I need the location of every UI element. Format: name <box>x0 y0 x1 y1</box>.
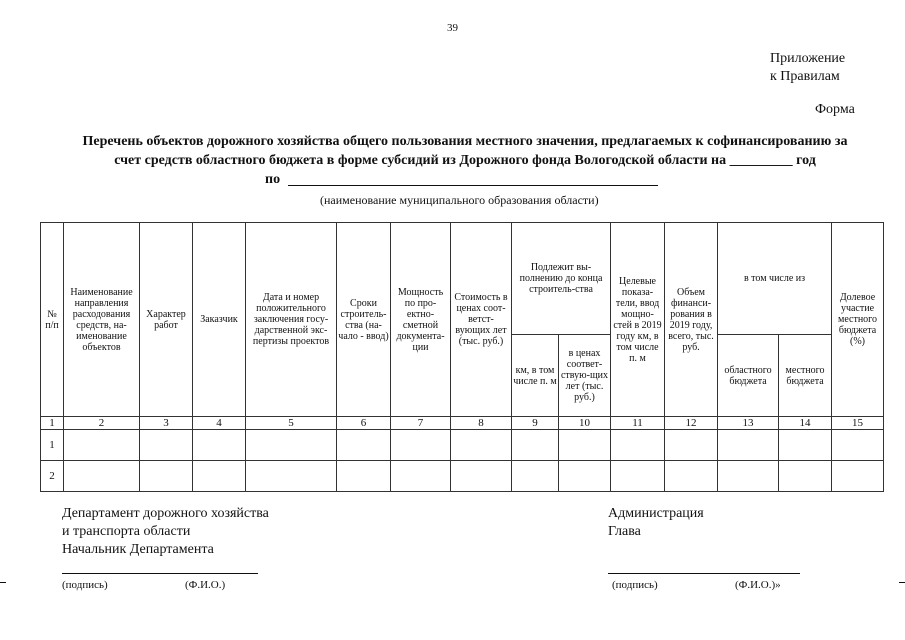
column-number: 2 <box>64 417 140 430</box>
right-position: Глава <box>608 524 641 539</box>
header-cost: Стоимость в ценах соот-ветст-вующих лет (тыс. руб.) <box>451 223 512 417</box>
title-line-2: счет средств областного бюджета в форме субсидий из Дорожного фонда Вологодской области на _________ год <box>114 153 816 168</box>
left-position: Начальник Департамента <box>62 542 214 557</box>
header-share: Долевое участие местного бюджета (%) <box>832 223 884 417</box>
header-capacity: Мощность по про-ектно-сметной документа-ции <box>391 223 451 417</box>
left-org-line-1: Департамент дорожного хозяйства <box>62 506 269 521</box>
left-org-line-2: и транспорта области <box>62 524 191 539</box>
municipality-blank-line <box>288 185 658 186</box>
header-expertise: Дата и номер положительного заключения госу-дарственной экс-пертизы проектов <box>246 223 337 417</box>
column-number: 7 <box>391 417 451 430</box>
header-prices: в ценах соответ-ствую-щих лет (тыс. руб.) <box>559 335 611 417</box>
right-org: Администрация <box>608 506 704 521</box>
municipality-note: (наименование муниципального образования области) <box>320 193 599 207</box>
table-row <box>41 430 884 461</box>
margin-mark-right <box>899 582 905 583</box>
left-sign-caption: (подпись) <box>62 579 108 591</box>
column-number: 8 <box>451 417 512 430</box>
right-fio-caption: (Ф.И.О.)» <box>735 579 781 591</box>
header-targets: Целевые показа-тели, ввод мощно-стей в 2019 году км, в том числе п. м <box>611 223 665 417</box>
header-direction: Наименование направления расходования средств, на-именование объектов <box>64 223 140 417</box>
left-fio-caption: (Ф.И.О.) <box>185 579 226 591</box>
title-po: по <box>265 172 281 187</box>
header-row-1 <box>41 223 884 335</box>
title-line-1: Перечень объектов дорожного хозяйства общего пользования местного значения, предлагаемых к софинансированию за <box>82 134 848 149</box>
header-local-budget: местного бюджета <box>779 335 832 417</box>
column-number: 13 <box>718 417 779 430</box>
table-row <box>41 461 884 492</box>
column-number: 12 <box>665 417 718 430</box>
column-numbers-row <box>41 417 884 430</box>
header-terms: Сроки строитель-ства (на-чало - ввод) <box>337 223 391 417</box>
column-number: 10 <box>559 417 611 430</box>
header-customer: Заказчик <box>193 223 246 417</box>
margin-mark-left <box>0 582 6 583</box>
document-title <box>40 132 890 170</box>
column-number: 4 <box>193 417 246 430</box>
header-financing: Объем финанси-рования в 2019 году, всего, тыс. руб. <box>665 223 718 417</box>
column-number: 1 <box>41 417 64 430</box>
appendix-line-1: Приложение <box>770 51 846 66</box>
form-label: Форма <box>815 102 855 117</box>
column-number: 15 <box>832 417 884 430</box>
header-km: км, в том числе п. м <box>512 335 559 417</box>
right-signature-line <box>608 573 800 574</box>
row-number: 2 <box>41 461 64 492</box>
header-remaining-group: Подлежит вы-полнению до конца строитель-ства <box>512 223 611 335</box>
column-number: 3 <box>140 417 193 430</box>
header-regional-budget: областного бюджета <box>718 335 779 417</box>
column-number: 5 <box>246 417 337 430</box>
row-number: 1 <box>41 430 64 461</box>
right-sign-caption: (подпись) <box>612 579 658 591</box>
header-work-type: Характер работ <box>140 223 193 417</box>
appendix-reference <box>770 50 845 86</box>
column-number: 6 <box>337 417 391 430</box>
left-signature-line <box>62 573 258 574</box>
header-num: № п/п <box>41 223 64 417</box>
column-number: 9 <box>512 417 559 430</box>
column-number: 11 <box>611 417 665 430</box>
page-number: 39 <box>447 22 458 34</box>
appendix-line-2: к Правилам <box>770 69 840 84</box>
header-including-group: в том числе из <box>718 223 832 335</box>
objects-table <box>40 222 884 492</box>
signature-block-right <box>608 505 704 541</box>
column-number: 14 <box>779 417 832 430</box>
signature-block-left <box>62 505 269 559</box>
